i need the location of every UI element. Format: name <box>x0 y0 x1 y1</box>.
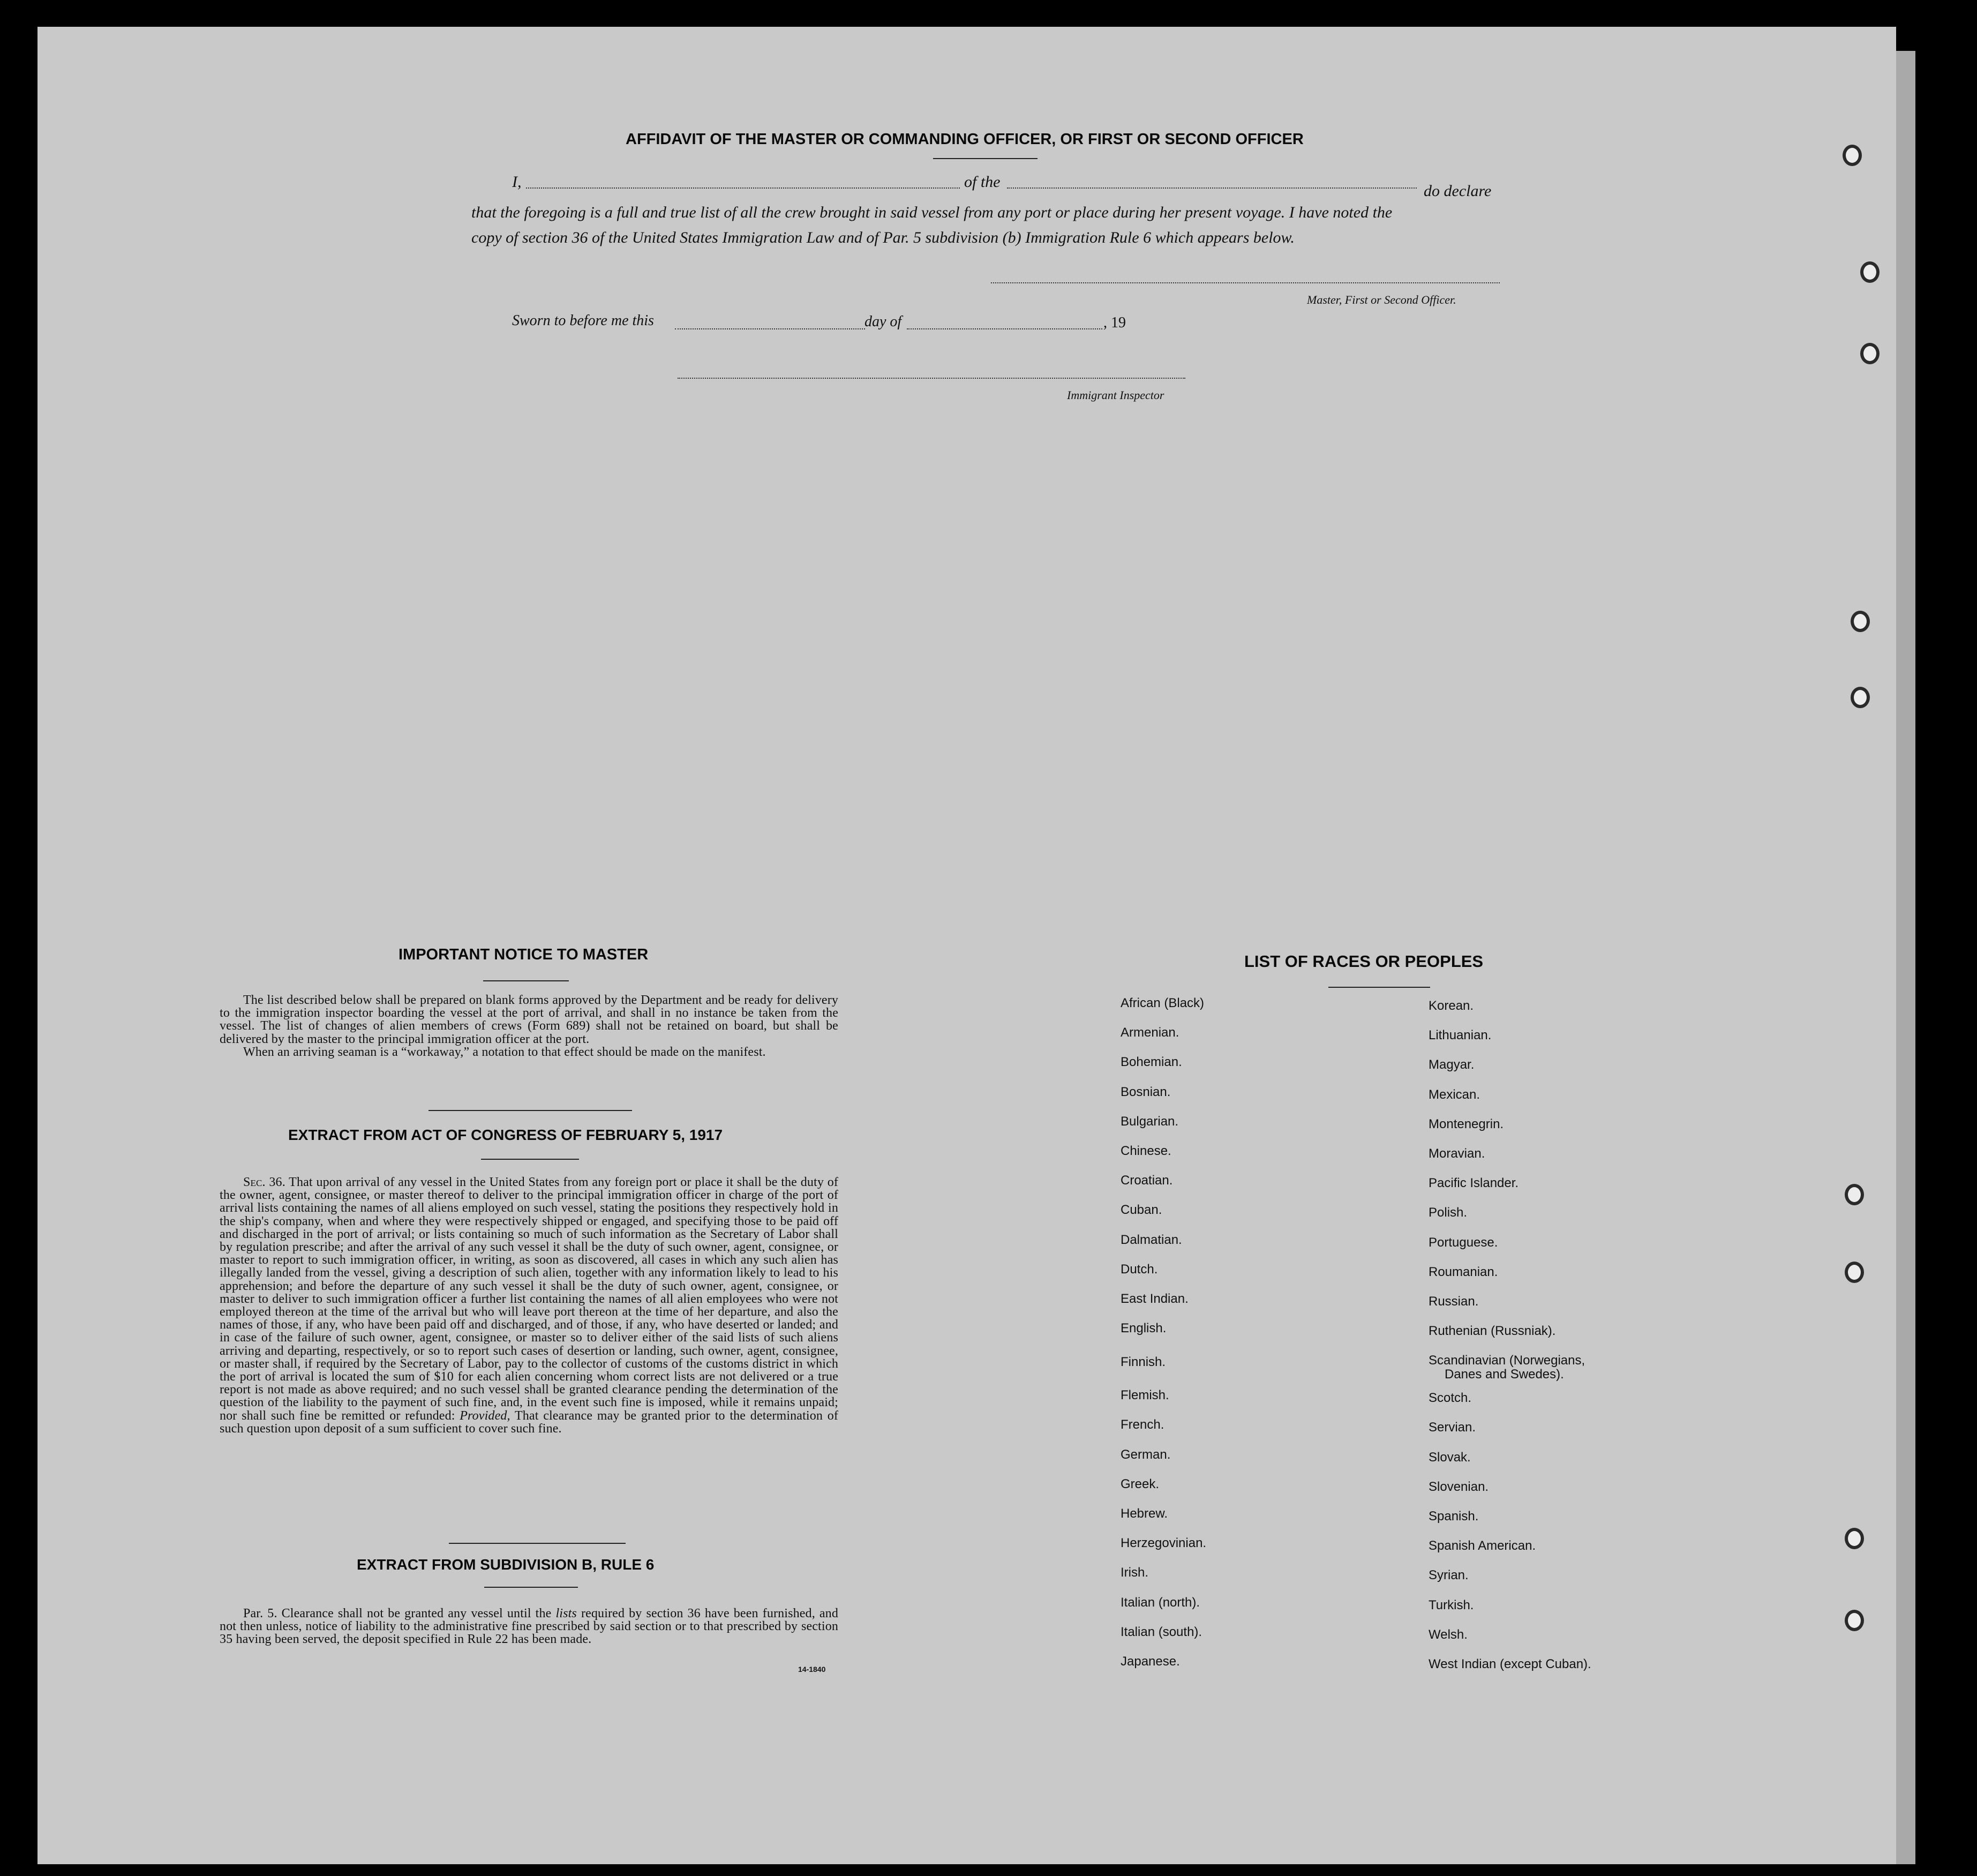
affidavit-text-line2: that the foregoing is a full and true list of all the crew brought in said vessel from any port or place during her present voyage. I have noted the <box>471 204 1393 221</box>
races-right-column <box>1429 999 1591 1687</box>
race-item: German. <box>1121 1447 1171 1462</box>
act-extract-body <box>220 1176 838 1435</box>
race-item: Bulgarian. <box>1121 1114 1179 1129</box>
sworn-prefix: Sworn to before me this <box>512 312 654 329</box>
affidavit-of-the-label: of the <box>964 173 1001 191</box>
section-36-label: Sec. 36. <box>243 1175 285 1189</box>
race-item: Pacific Islander. <box>1429 1176 1519 1191</box>
race-item: Chinese. <box>1121 1143 1171 1158</box>
affidavit-vessel-field[interactable] <box>1007 187 1417 189</box>
race-item: Magyar. <box>1429 1057 1475 1072</box>
document-sheet <box>37 27 1896 1864</box>
affidavit-i-label: I, <box>512 173 522 191</box>
binder-hole-icon <box>1860 343 1880 364</box>
affidavit-declare-label: do declare <box>1424 182 1492 200</box>
race-item: Italian (south). <box>1121 1624 1202 1639</box>
par-5-text-end: required by section 36 have been furnished, and not then unless, notice of liability to the administrative fine prescribed by said section or to that prescribed by section 35 having been served, the deposit specified in Rule 22 has been made. <box>220 1607 838 1647</box>
race-item: Croatian. <box>1121 1173 1173 1188</box>
sworn-month-field[interactable] <box>907 328 1102 329</box>
race-item: Italian (north). <box>1121 1595 1200 1610</box>
inspector-signature-label: Immigrant Inspector <box>1067 388 1164 402</box>
race-item: Polish. <box>1429 1205 1468 1220</box>
notice-title-rule <box>483 980 569 981</box>
race-item: Moravian. <box>1429 1146 1485 1161</box>
officer-signature-label: Master, First or Second Officer. <box>1307 293 1456 306</box>
races-title: LIST OF RACES OR PEOPLES <box>1244 952 1484 971</box>
affidavit-title: AFFIDAVIT OF THE MASTER OR COMMANDING OFFICER, OR FIRST OR SECOND OFFICER <box>626 131 1304 148</box>
race-item: Dalmatian. <box>1121 1232 1182 1247</box>
races-left-column <box>1121 996 1206 1684</box>
race-item: Finnish. <box>1121 1355 1166 1370</box>
notice-title: IMPORTANT NOTICE TO MASTER <box>399 946 649 963</box>
race-item: Spanish. <box>1429 1509 1479 1524</box>
race-item: Flemish. <box>1121 1388 1169 1403</box>
race-item: Ruthenian (Russniak). <box>1429 1324 1556 1339</box>
provided-word: Provided, <box>460 1408 510 1423</box>
act-extract-title: EXTRACT FROM ACT OF CONGRESS OF FEBRUARY 5, 1917 <box>288 1127 723 1143</box>
section-divider-rule <box>429 1110 632 1111</box>
race-item: Herzegovinian. <box>1121 1536 1207 1551</box>
race-item: East Indian. <box>1121 1291 1189 1306</box>
form-code: 14-1840 <box>798 1665 826 1674</box>
binder-hole-icon <box>1851 687 1870 708</box>
race-item: Russian. <box>1429 1294 1479 1309</box>
notice-paragraph-1: The list described below shall be prepared on blank forms approved by the Department and be ready for delivery to the immigration inspector boarding the vessel at the port of arrival, and shall in no instance be taken from the vessel. The list of changes of alien members of crews (Form 689) shall not be retained on board, but shall be delivered by the master to the principal immigration officer at the port. <box>220 993 838 1046</box>
section-36-text: That upon arrival of any vessel in the United States from any foreign port or place it shall be the duty of the owner, agent, consignee, or master thereof to deliver to the principal immigration officer in charge of the port of arrival lists containing the names of all aliens employed on such vessel, stating the positions they respectively hold in the ship's company, when and where they were respectively shipped or engaged, and specifying those to be paid off and discharged in the port of arrival; or lists containing so much of such information as the Secretary of Labor shall by regulation prescribe; and after the arrival of any such vessel it shall be the duty of such owner, agent, consignee, or master to report to such immigration officer, in writing, as soon as discovered, all cases in which any such alien has illegally landed from the vessel, giving a description of such alien, together with any information likely to lead to his apprehension; and before the departure of any such vessel it shall be the duty of such owner, agent, consignee, or master to deliver to such immigration officer a further list containing the names of all alien employees who were not employed thereon at the time of the arrival but who will leave port thereon at the time of her departure, and also the names of those, if any, who have been paid off and discharged, and of those, if any, who have deserted or landed; and in case of the failure of such owner, agent, consignee, or master so to deliver either of the said lists of such aliens arriving and departing, respectively, or so to report such cases of desertion or landing, such owner, agent, consignee, or master shall, if required by the Secretary of Labor, pay to the collector of customs of the customs district in which the port of arrival is located the sum of $10 for each alien concerning whom correct lists are not delivered or a true report is not made as above required; and no such vessel shall be granted clearance pending the determination of the question of the liability to the payment of such fine, and, in the event such fine is imposed, while it remains unpaid; nor shall such fine be remitted or refunded: <box>220 1175 838 1423</box>
race-item: Scotch. <box>1429 1391 1472 1406</box>
race-item-scandinavian-line2: Danes and Swedes). <box>1445 1367 1564 1382</box>
race-item: French. <box>1121 1417 1164 1432</box>
race-item: Japanese. <box>1121 1654 1180 1669</box>
race-item: Korean. <box>1429 999 1474 1013</box>
race-item: Slovak. <box>1429 1450 1471 1465</box>
par-5-text-start: Par. 5. Clearance shall not be granted any vessel until the <box>243 1607 552 1620</box>
race-item: Servian. <box>1429 1420 1476 1435</box>
race-item: Dutch. <box>1121 1262 1158 1277</box>
section-divider-rule-2 <box>449 1543 626 1544</box>
race-item: Welsh. <box>1429 1627 1468 1642</box>
race-item: Turkish. <box>1429 1597 1474 1612</box>
notice-paragraph-2: When an arriving seaman is a “workaway,” a notation to that effect should be made on the manifest. <box>243 1045 766 1059</box>
rule-extract-title-rule <box>484 1587 578 1588</box>
race-item: Cuban. <box>1121 1203 1162 1218</box>
rule-extract-title: EXTRACT FROM SUBDIVISION B, RULE 6 <box>357 1556 655 1573</box>
act-extract-title-rule <box>481 1159 579 1160</box>
race-item: Bosnian. <box>1121 1084 1171 1099</box>
race-item-scandinavian <box>1429 1354 1591 1391</box>
notice-body <box>220 994 838 1059</box>
race-item: Mexican. <box>1429 1087 1480 1102</box>
binder-hole-icon <box>1845 1184 1864 1205</box>
binder-hole-icon <box>1843 145 1862 166</box>
section-36-text-end: That clearance may be granted prior to the determination of such question upon deposit of a sum sufficient to cover such fine. <box>220 1408 839 1436</box>
race-item: Greek. <box>1121 1476 1160 1491</box>
binder-hole-icon <box>1845 1262 1864 1283</box>
binder-hole-icon <box>1860 261 1880 283</box>
affidavit-name-field[interactable] <box>526 187 960 189</box>
race-item: English. <box>1121 1321 1167 1336</box>
underlying-sheet-edge <box>1894 51 1915 1864</box>
race-item: Bohemian. <box>1121 1055 1182 1070</box>
binder-hole-icon <box>1845 1528 1864 1549</box>
race-item: Lithuanian. <box>1429 1028 1492 1043</box>
race-item: Slovenian. <box>1429 1479 1489 1494</box>
race-item: African (Black) <box>1121 996 1205 1010</box>
binder-hole-icon <box>1845 1610 1864 1631</box>
race-item: Syrian. <box>1429 1568 1469 1583</box>
inspector-signature-field[interactable] <box>678 378 1185 379</box>
race-item: Irish. <box>1121 1565 1149 1580</box>
race-item: Hebrew. <box>1121 1506 1168 1521</box>
binder-hole-icon <box>1851 611 1870 632</box>
race-item: West Indian (except Cuban). <box>1429 1656 1591 1671</box>
lists-word: lists <box>555 1607 577 1620</box>
sworn-year-label: , 19 <box>1103 314 1126 331</box>
race-item-scandinavian-line1: Scandinavian (Norwegians, <box>1429 1353 1585 1368</box>
races-title-rule <box>1328 987 1430 988</box>
affidavit-text-line3: copy of section 36 of the United States Immigration Law and of Par. 5 subdivision (b) Immigration Rule 6 which appears below. <box>471 229 1295 246</box>
race-item: Montenegrin. <box>1429 1116 1504 1131</box>
rule-extract-body <box>220 1607 838 1646</box>
race-item: Portuguese. <box>1429 1235 1498 1250</box>
race-item: Spanish American. <box>1429 1539 1536 1554</box>
affidavit-title-rule <box>933 158 1038 159</box>
race-item: Roumanian. <box>1429 1264 1498 1279</box>
sworn-day-field[interactable] <box>675 328 865 329</box>
officer-signature-field[interactable] <box>991 282 1500 283</box>
sworn-day-label: day of <box>865 313 902 330</box>
race-item: Armenian. <box>1121 1025 1179 1040</box>
